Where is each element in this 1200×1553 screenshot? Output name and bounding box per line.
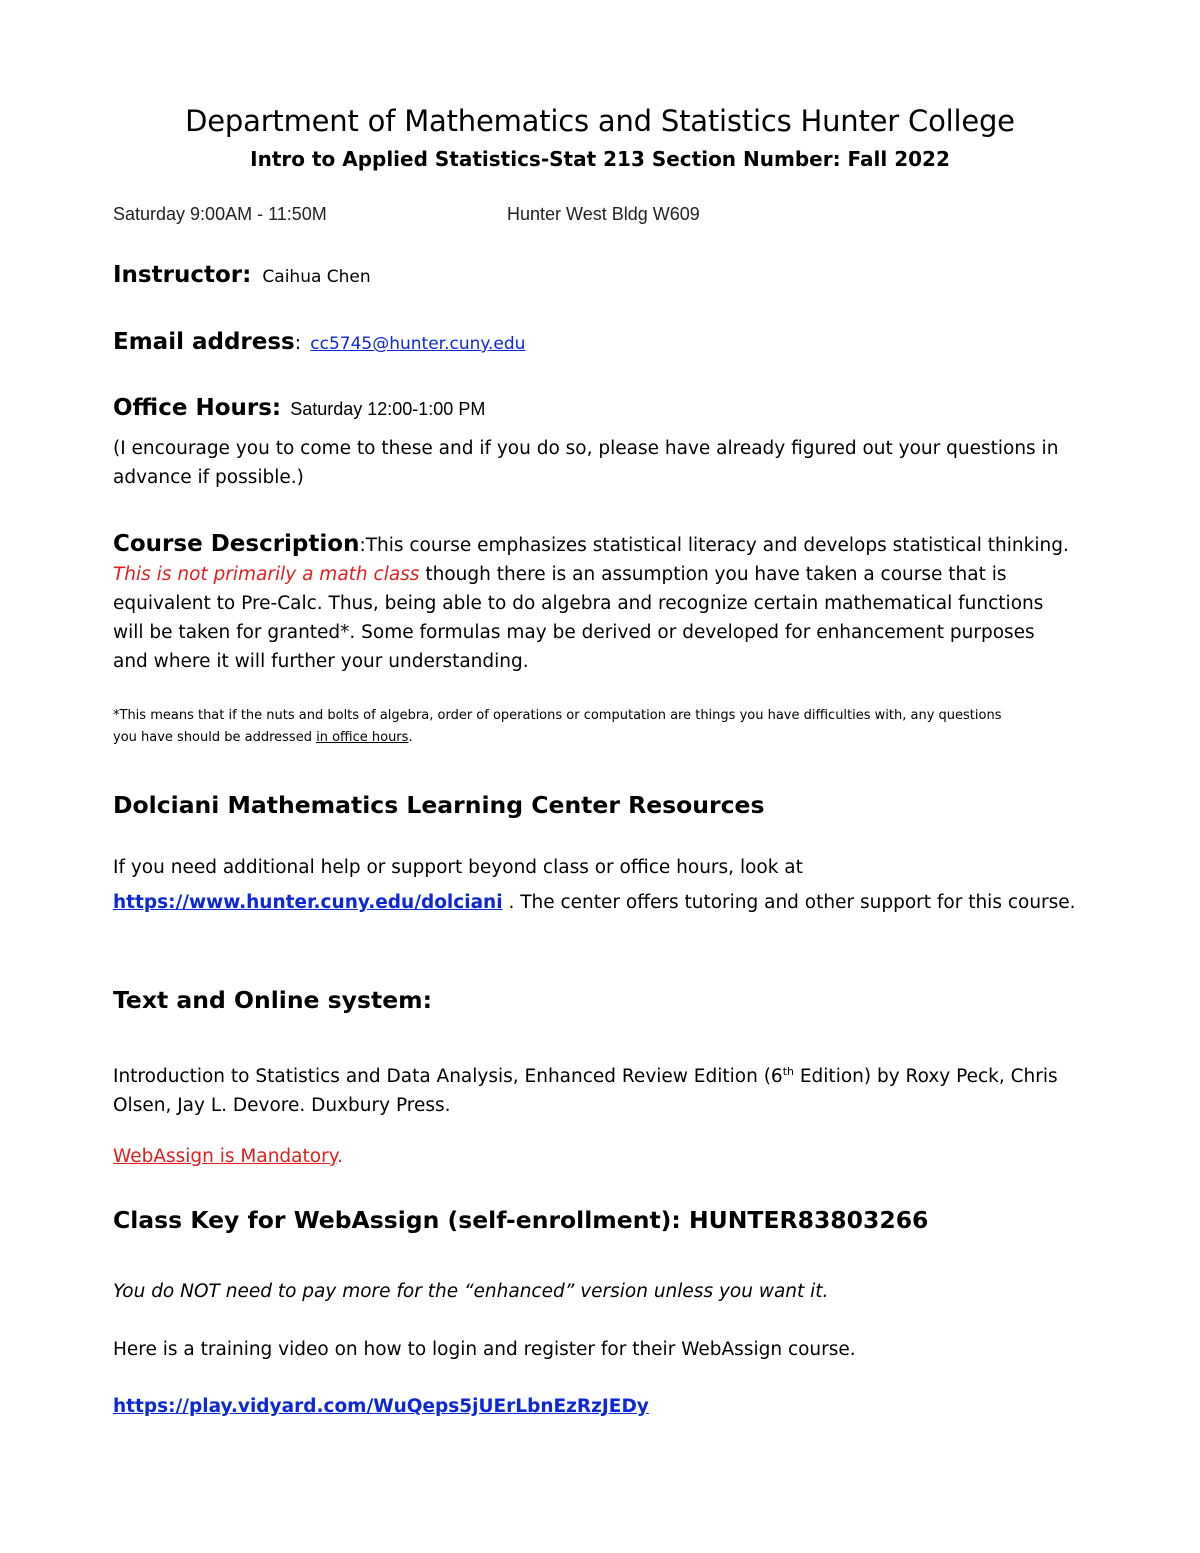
- course-description-line: and where it will further your understanding.: [113, 651, 529, 672]
- edition-superscript: th: [782, 1065, 794, 1078]
- page-title: Department of Mathematics and Statistics Hunter College: [185, 104, 1015, 138]
- textbook-line: [113, 1057, 1088, 1091]
- course-description-text: though there is an assumption you have taken a course that is: [419, 564, 1007, 585]
- textbook-citation: [113, 1057, 1088, 1120]
- textbook-line: Olsen, Jay L. Devore. Duxbury Press.: [113, 1095, 451, 1117]
- footnote: [113, 705, 1103, 749]
- footnote-line: *This means that if the nuts and bolts of algebra, order of operations or computation are things you have difficulties with, any questions: [113, 708, 1002, 723]
- course-description-text: This course emphasizes statistical literacy and develops statistical thinking.: [365, 535, 1069, 556]
- course-description-line: will be taken for granted*. Some formulas may be derived or developed for enhancement purposes: [113, 622, 1035, 643]
- dolciani-heading: Dolciani Mathematics Learning Center Resources: [113, 791, 765, 819]
- training-video-link[interactable]: https://play.vidyard.com/WuQeps5jUErLbnEzRzJEDy: [113, 1396, 649, 1417]
- training-video-row: [113, 1396, 649, 1417]
- dolciani-text: If you need additional help or support beyond class or office hours, look at: [113, 857, 803, 878]
- footnote-text: .: [408, 730, 413, 745]
- email-separator: :: [294, 332, 302, 354]
- course-subtitle: Intro to Applied Statistics-Stat 213 Section Number: Fall 2022: [250, 147, 950, 171]
- instructor-row: [113, 262, 371, 288]
- class-location: Hunter West Bldg W609: [507, 204, 700, 224]
- webassign-mandatory-row: [113, 1146, 343, 1167]
- email-label: Email address: [113, 329, 295, 355]
- not-math-class-emphasis: This is not primarily a math class: [113, 564, 420, 585]
- textbook-text: Edition) by Roxy Peck, Chris: [793, 1066, 1058, 1088]
- course-description-line: [113, 560, 1088, 589]
- course-description-line: [113, 530, 1088, 560]
- instructor-label: Instructor:: [113, 262, 252, 288]
- course-description-separator: :: [359, 535, 366, 556]
- footnote-text: you have should be addressed: [113, 730, 317, 745]
- office-hours-note: [113, 434, 1088, 492]
- text-online-heading: Text and Online system:: [113, 986, 433, 1014]
- instructor-name: Caihua Chen: [262, 267, 371, 287]
- footnote-line: [113, 727, 1103, 749]
- office-hours-label: Office Hours:: [113, 395, 282, 421]
- dolciani-link-row: [113, 892, 1076, 913]
- office-hours-value: Saturday 12:00-1:00 PM: [290, 399, 486, 419]
- webassign-mandatory-link[interactable]: WebAssign is Mandatory: [113, 1146, 338, 1167]
- office-hours-reference: in office hours: [316, 730, 409, 745]
- course-description-line: equivalent to Pre-Calc. Thus, being able to do algebra and recognize certain mathematical functions: [113, 593, 1044, 614]
- course-description-label: Course Description: [113, 531, 360, 557]
- dolciani-link[interactable]: https://www.hunter.cuny.edu/dolciani: [113, 892, 503, 913]
- class-key-heading: Class Key for WebAssign (self-enrollment): HUNTER83803266: [113, 1206, 929, 1234]
- training-video-text: Here is a training video on how to login and register for their WebAssign course.: [113, 1339, 856, 1360]
- office-hours-row: [113, 395, 485, 421]
- office-hours-note-line: (I encourage you to come to these and if you do so, please have already figured out your questions in: [113, 438, 1059, 459]
- course-description: [113, 530, 1088, 676]
- textbook-text: Introduction to Statistics and Data Analysis, Enhanced Review Edition (6: [113, 1066, 783, 1088]
- dolciani-text: . The center offers tutoring and other support for this course.: [502, 892, 1076, 913]
- enhanced-version-note: You do NOT need to pay more for the “enhanced” version unless you want it.: [113, 1281, 829, 1302]
- email-row: [113, 329, 525, 355]
- email-link[interactable]: cc5745@hunter.cuny.edu: [310, 334, 526, 354]
- webassign-period: .: [337, 1146, 343, 1167]
- class-schedule: Saturday 9:00AM - 11:50M: [113, 204, 327, 224]
- office-hours-note-line: advance if possible.): [113, 467, 304, 488]
